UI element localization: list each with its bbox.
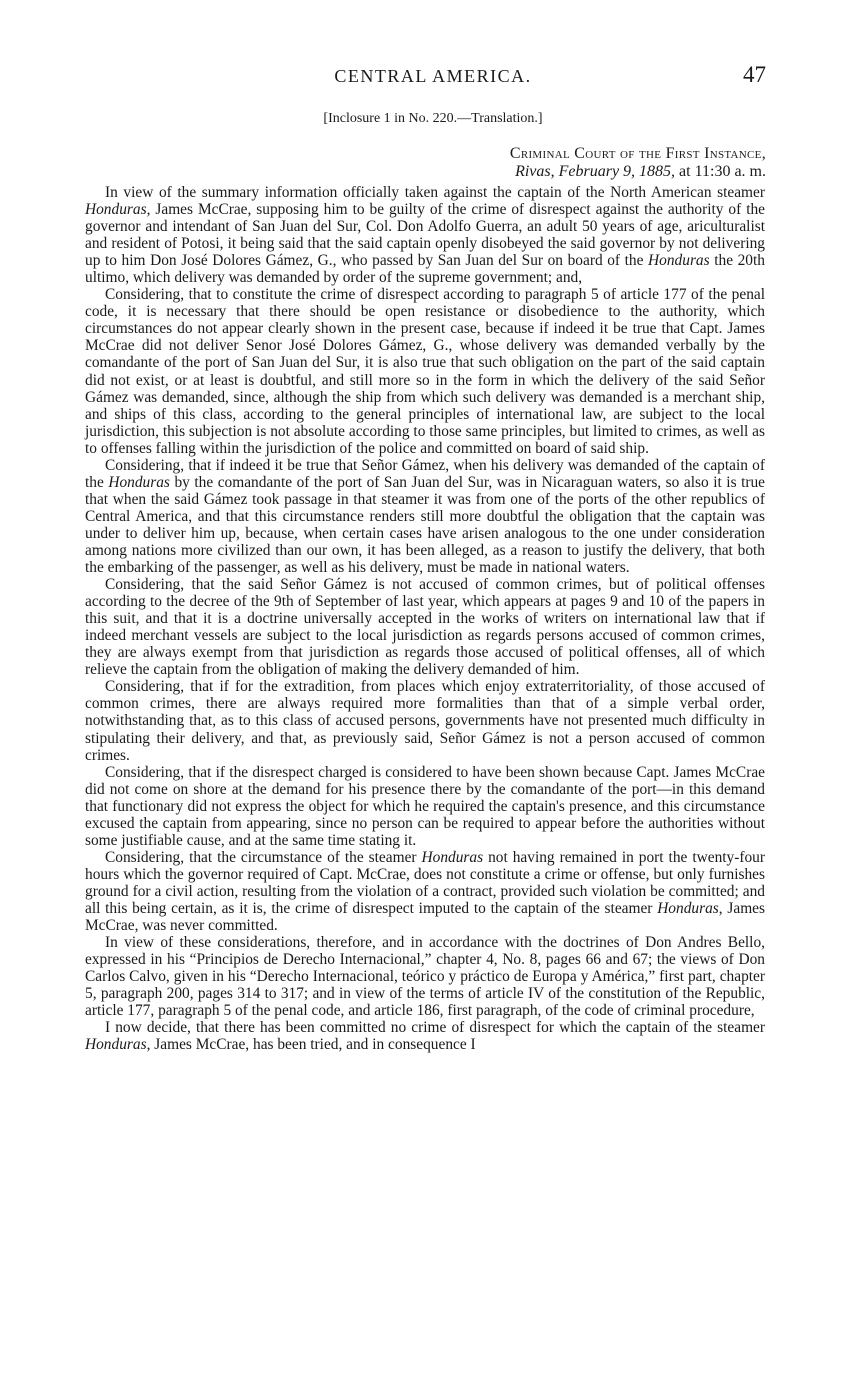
paragraph-text: not having remained in port the twenty-four hours which the governor required of Capt. McCrae, does not constitute a crime or offense, but only furnishes ground for a civil action, resulting from the violation of a contract, provided such violation be committed; and all this being certain, as it is, the crime of disrespect imputed to the captain of the steamer [85,848,765,917]
paragraph-text: Considering, that the circumstance of the steamer [105,848,422,866]
body-paragraph [85,934,765,1019]
ship-name: Honduras [657,899,719,917]
body-paragraph [85,1019,765,1053]
place-date: Rivas, February 9, 1885, [515,163,676,180]
running-head [0,62,866,92]
body-paragraph [85,286,765,456]
time-of-day: at 11:30 a. m. [675,163,766,180]
ship-name: Honduras [648,252,710,270]
paragraph-text: I now decide, that there has been committed no crime of disrespect for which the captain of the steamer [105,1019,765,1037]
paragraph-text: Considering, that if for the extradition, from places which enjoy extraterritoriality, of those accused of common crimes, there are always required more formalities than that of a simple verbal order, notwithstanding that, as to this class of accused persons, governments have not presented much difficulty in stipulating their delivery, and that, as previously said, Señor Gámez is not a person accused of common crimes. [85,678,765,764]
paragraph-text: Considering, that to constitute the crime of disrespect according to paragraph 5 of article 177 of the penal code, it is necessary that there should be open resistance or disobedience to the authority, which circumstances do not appear clearly shown in the present case, because if indeed it be true that Capt. James McCrae did not deliver Senor José Dolores Gámez, G., whose delivery was demanded verbally by the comandante of the port of San Juan del Sur, it is also true that such obligation on the part of the said captain did not exist, or at least is doubtful, and still more so in the form in which the delivery of the said Señor Gámez was demanded, since, although the ship from which such delivery was demanded is a merchant ship, and ships of this class, according to the general principles of international law, are subject to the local jurisdiction, this subjection is not absolute according to those same principles, but limited to crimes, as well as to offenses falling within the jurisdiction of the police and committed on board of said ship. [85,286,765,457]
ship-name: Honduras [85,1036,147,1054]
document-body [85,184,765,1053]
paragraph-text: Considering, that if indeed it be true that Señor Gámez, when his delivery was demanded of the captain of the [85,456,765,491]
paragraph-text: In view of these considerations, therefore, and in accordance with the doctrines of Don Andres Bello, expressed in his “Principios de Derecho Internacional,” chapter 4, No. 8, pages 66 and 67; the views of Don Carlos Calvo, given in his “Derecho Internacional, teórico y práctico de Europa y América,” first part, chapter 5, paragraph 200, pages 314 to 317; and in view of the terms of article IV of the constitution of the Republic, article 177, paragraph 5 of the penal code, and article 186, first paragraph, of the code of criminal procedure, [85,934,765,1020]
paragraph-text: Considering, that the said Señor Gámez is not accused of common crimes, but of political offenses according to the decree of the 9th of September of last year, which appears at pages 9 and 10 of the papers in this suit, and that it is a doctrine universally accepted in the works of writers on international law that if indeed merchant vessels are subject to the local jurisdiction as regards persons accused of common crimes, they are always exempt from that jurisdiction as regards those accused of political offenses, all of which relieve the captain from the obligation of making the delivery demanded of him. [85,576,765,679]
body-paragraph [85,457,765,576]
paragraph-text: , James McCrae, has been tried, and in consequence I [146,1036,476,1054]
body-paragraph [85,678,765,763]
place-date-line [510,163,766,181]
body-paragraph [85,849,765,934]
court-name: Criminal Court of the First Instance, [509,145,766,162]
paragraph-text: , James McCrae, supposing him to be guilty of the crime of disrespect against the authority of the governor and intendant of San Juan del Sur, Col. Don Adolfo Guerra, an adult 50 years of age, ariculturalist and resident of Potosi, it being said that the said captain openly disobeyed the said governor by not delivering up to him Don José Dolores Gámez, G., who passed by San Juan del Sur on board of the [85,201,765,270]
page-number: 47 [743,62,766,87]
page-title: CENTRAL AMERICA. [334,66,532,86]
dateline [510,145,766,181]
paragraph-text: Considering, that if the disrespect charged is considered to have been shown because Capt. James McCrae did not come on shore at the demand for his presence there by the comandante of the port—in this demand that functionary did not express the object for which he required the captain's presence, and this circumstance excused the captain from appearing, since no person can be required to appear before the authorities without some justifiable cause, and at the same time stating it. [85,763,765,849]
inclosure-heading: [Inclosure 1 in No. 220.—Translation.] [323,111,543,126]
body-paragraph [85,184,765,286]
paragraph-text: the 20th ultimo, which delivery was demanded by order of the supreme government; and, [85,252,765,287]
ship-name: Honduras [421,848,484,866]
ship-name: Honduras [85,201,147,219]
paragraph-text: , James McCrae, was never committed. [85,899,765,935]
body-paragraph [85,576,765,678]
ship-name: Honduras [108,473,170,491]
body-paragraph [85,764,765,849]
paragraph-text: In view of the summary information officially taken against the captain of the North American steamer [105,184,765,201]
paragraph-text: by the comandante of the port of San Juan del Sur, was in Nicaraguan waters, so also it is true that when the said Gámez took passage in that steamer it was from one of the ports of the other republics of Central America, and that this circumstance renders still more doubtful the obligation that the captain was under to deliver him up, because, when certain cases have arisen analogous to the one under consideration among nations more civilized than our own, it has been alleged, as a reason to justify the delivery, that both the embarking of the passenger, as well as his delivery, must be made in national waters. [85,473,766,577]
